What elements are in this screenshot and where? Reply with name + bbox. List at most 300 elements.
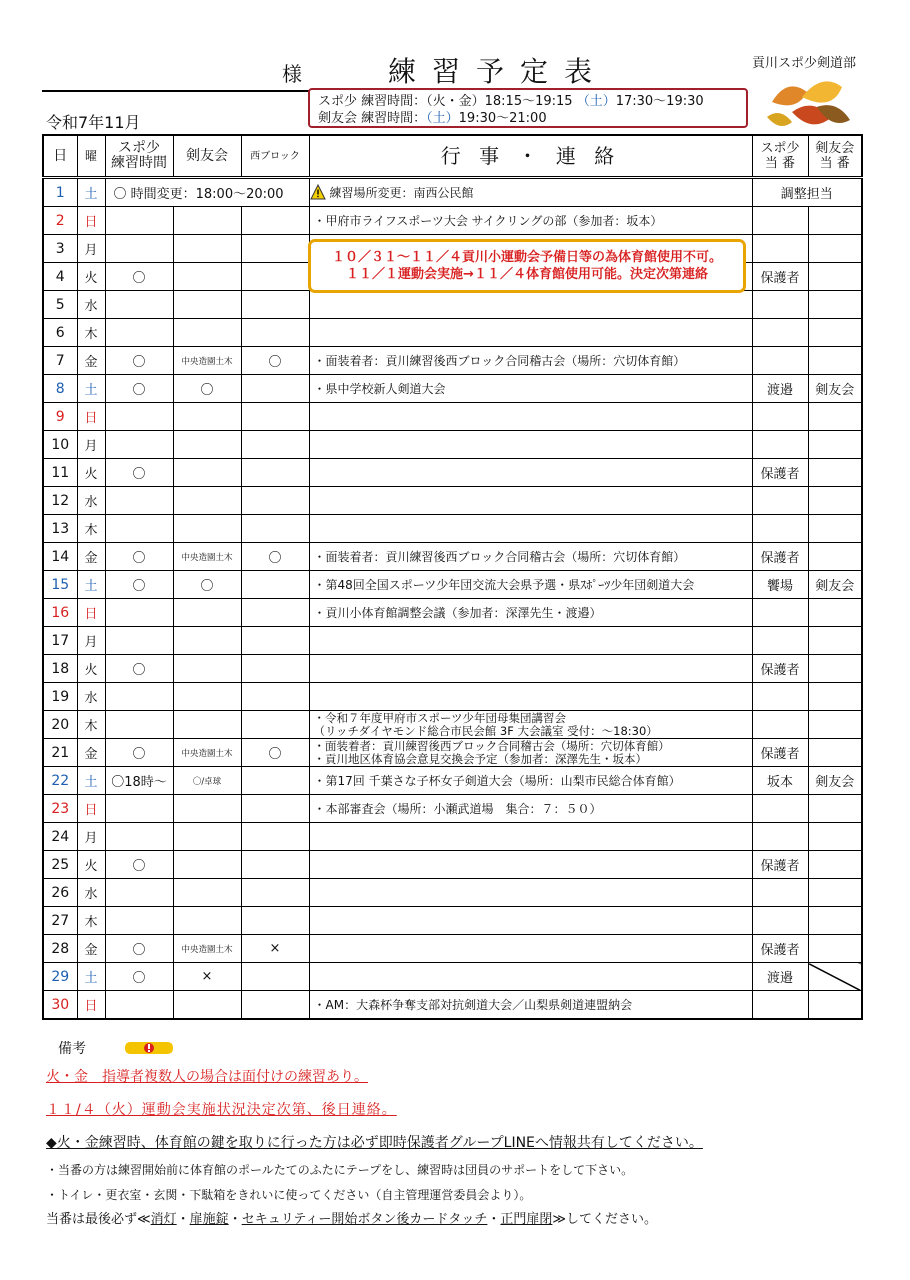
duty-kenyu bbox=[808, 431, 862, 459]
nishi-block bbox=[241, 711, 309, 739]
duty-kenyu bbox=[808, 487, 862, 515]
spo-practice bbox=[105, 319, 173, 347]
duty-kenyu bbox=[808, 795, 862, 823]
closing-security: セキュリティー開始ボタン後カードタッチ bbox=[241, 1212, 488, 1227]
day-number: 7 bbox=[43, 347, 77, 375]
kenyu-practice bbox=[173, 235, 241, 263]
spo-practice: 〇 bbox=[105, 655, 173, 683]
day-of-week: 月 bbox=[77, 823, 105, 851]
nishi-block bbox=[241, 627, 309, 655]
spo-practice bbox=[105, 487, 173, 515]
event-cell: ・県中学校新人剣道大会 bbox=[309, 375, 752, 403]
spo-practice bbox=[105, 823, 173, 851]
duty-kenyu bbox=[808, 711, 862, 739]
table-row bbox=[43, 291, 862, 319]
duty-kenyu: 剣友会 bbox=[808, 767, 862, 795]
note-mask-practice: 火・金 指導者複数人の場合は面付けの練習あり。 bbox=[46, 1069, 368, 1085]
notice-line1: １０／３１～１１／４貢川小運動会予備日等の為体育館使用不可。 bbox=[331, 250, 722, 265]
event-cell bbox=[309, 431, 752, 459]
day-of-week: 金 bbox=[77, 935, 105, 963]
col-duty-spo bbox=[752, 135, 808, 178]
duty-kenyu bbox=[808, 655, 862, 683]
day-of-week: 日 bbox=[77, 599, 105, 627]
duty-kenyu bbox=[808, 403, 862, 431]
closing-lock: 扉施錠 bbox=[189, 1212, 229, 1227]
day-of-week: 日 bbox=[77, 403, 105, 431]
note-closing bbox=[46, 1208, 657, 1227]
day-number: 8 bbox=[43, 375, 77, 403]
table-row bbox=[43, 963, 862, 991]
note-cleanliness: ・トイレ・更衣室・玄関・下駄箱をきれいに使ってください（自主管理運営委員会より）。 bbox=[46, 1188, 532, 1202]
kenyu-practice bbox=[173, 487, 241, 515]
nishi-block bbox=[241, 599, 309, 627]
kenyu-practice bbox=[173, 599, 241, 627]
day-number: 17 bbox=[43, 627, 77, 655]
hours-spo-text: スポ少 練習時間：（火・金）18:15～19:15 bbox=[318, 94, 577, 109]
duty-spo bbox=[752, 235, 808, 263]
duty-spo bbox=[752, 879, 808, 907]
duty-spo: 渡邉 bbox=[752, 375, 808, 403]
day-number: 15 bbox=[43, 571, 77, 599]
nishi-block bbox=[241, 571, 309, 599]
spo-practice: 〇 時間変更：18:00～20:00 bbox=[105, 178, 309, 207]
duty-kenyu bbox=[808, 319, 862, 347]
day-number: 3 bbox=[43, 235, 77, 263]
table-row bbox=[43, 543, 862, 571]
nishi-block bbox=[241, 263, 309, 291]
spo-practice bbox=[105, 991, 173, 1020]
table-row bbox=[43, 907, 862, 935]
duty-kenyu bbox=[808, 263, 862, 291]
closing-sep1: ・ bbox=[176, 1212, 190, 1227]
kenyu-practice bbox=[173, 711, 241, 739]
table-row bbox=[43, 683, 862, 711]
nishi-block bbox=[241, 823, 309, 851]
spo-practice bbox=[105, 795, 173, 823]
kenyu-practice bbox=[173, 795, 241, 823]
closing-end: ≫してください。 bbox=[552, 1212, 658, 1227]
duty-spo: 保護者 bbox=[752, 851, 808, 879]
nishi-block: 〇 bbox=[241, 739, 309, 767]
duty-spo: 保護者 bbox=[752, 543, 808, 571]
duty-spo bbox=[752, 795, 808, 823]
event-cell bbox=[309, 459, 752, 487]
nishi-block bbox=[241, 991, 309, 1020]
nishi-block bbox=[241, 683, 309, 711]
nishi-block bbox=[241, 963, 309, 991]
event-cell bbox=[309, 739, 752, 767]
day-of-week: 火 bbox=[77, 459, 105, 487]
autumn-leaves-icon bbox=[762, 72, 854, 134]
day-number: 21 bbox=[43, 739, 77, 767]
col-duty-ken-l1: 剣友会 bbox=[815, 141, 855, 156]
col-duty-ken-l2: 当 番 bbox=[819, 156, 850, 171]
table-row bbox=[43, 431, 862, 459]
nishi-block bbox=[241, 515, 309, 543]
duty-kenyu: 剣友会 bbox=[808, 375, 862, 403]
table-row bbox=[43, 178, 862, 207]
kenyu-practice: 中央造園土木 bbox=[173, 543, 241, 571]
event-cell: ・第48回全国スポーツ少年団交流大会県予選・県ｽﾎﾟｰﾂ少年団剣道大会 bbox=[309, 571, 752, 599]
duty-kenyu bbox=[808, 963, 862, 991]
duty-spo bbox=[752, 823, 808, 851]
col-spo-l1: スポ少 bbox=[118, 140, 160, 156]
kenyu-practice bbox=[173, 515, 241, 543]
col-duty-ken bbox=[808, 135, 862, 178]
spo-practice bbox=[105, 515, 173, 543]
duty-kenyu bbox=[808, 291, 862, 319]
duty-spo: 保護者 bbox=[752, 459, 808, 487]
day-of-week: 金 bbox=[77, 543, 105, 571]
duty-spo: 保護者 bbox=[752, 935, 808, 963]
event-cell bbox=[309, 627, 752, 655]
spo-practice: 〇18時～ bbox=[105, 767, 173, 795]
col-day: 日 bbox=[43, 135, 77, 178]
table-row bbox=[43, 851, 862, 879]
duty-spo bbox=[752, 291, 808, 319]
col-nishi: 西ブロック bbox=[241, 135, 309, 178]
day-number: 11 bbox=[43, 459, 77, 487]
day-number: 28 bbox=[43, 935, 77, 963]
day-of-week: 土 bbox=[77, 178, 105, 207]
nishi-block bbox=[241, 907, 309, 935]
table-row bbox=[43, 487, 862, 515]
spo-practice bbox=[105, 879, 173, 907]
event-cell bbox=[309, 319, 752, 347]
table-row bbox=[43, 935, 862, 963]
spo-practice: 〇 bbox=[105, 963, 173, 991]
kenyu-practice: 中央造園土木 bbox=[173, 347, 241, 375]
duty-spo: 坂本 bbox=[752, 767, 808, 795]
day-number: 6 bbox=[43, 319, 77, 347]
nishi-block bbox=[241, 487, 309, 515]
event-cell: 練習場所変更：南西公民館 bbox=[309, 178, 752, 207]
nishi-block: 〇 bbox=[241, 543, 309, 571]
duty-spo: 保護者 bbox=[752, 739, 808, 767]
duty-spo: 保護者 bbox=[752, 263, 808, 291]
day-of-week: 土 bbox=[77, 767, 105, 795]
spo-practice: 〇 bbox=[105, 543, 173, 571]
kenyu-practice bbox=[173, 851, 241, 879]
duty-spo: 饗場 bbox=[752, 571, 808, 599]
day-of-week: 火 bbox=[77, 655, 105, 683]
nishi-block bbox=[241, 319, 309, 347]
duty-spo bbox=[752, 403, 808, 431]
duty-kenyu bbox=[808, 515, 862, 543]
nishi-block: × bbox=[241, 935, 309, 963]
duty-kenyu bbox=[808, 935, 862, 963]
spo-practice bbox=[105, 207, 173, 235]
note-gym-key: ◆火・金練習時、体育館の鍵を取りに行った方は必ず即時保護者グループLINEへ情報共有してください。 bbox=[46, 1135, 703, 1151]
event-cell: ・貢川小体育館調整会議（参加者：深澤先生・渡邉） bbox=[309, 599, 752, 627]
day-of-week: 木 bbox=[77, 711, 105, 739]
table-row bbox=[43, 711, 862, 739]
duty-spo bbox=[752, 347, 808, 375]
day-number: 12 bbox=[43, 487, 77, 515]
event-cell: ・AM：大森杯争奪支部対抗剣道大会／山梨県剣道連盟納会 bbox=[309, 991, 752, 1020]
duty-spo bbox=[752, 319, 808, 347]
day-number: 10 bbox=[43, 431, 77, 459]
nishi-block bbox=[241, 375, 309, 403]
day-number: 27 bbox=[43, 907, 77, 935]
duty-kenyu bbox=[808, 459, 862, 487]
spo-practice bbox=[105, 235, 173, 263]
closing-a: 当番は最後必ず≪ bbox=[46, 1212, 151, 1227]
day-of-week: 土 bbox=[77, 571, 105, 599]
nishi-block bbox=[241, 655, 309, 683]
event-cell bbox=[309, 851, 752, 879]
table-row bbox=[43, 515, 862, 543]
hours-spo bbox=[318, 93, 746, 110]
spo-practice bbox=[105, 683, 173, 711]
spo-practice: 〇 bbox=[105, 347, 173, 375]
nishi-block: 〇 bbox=[241, 347, 309, 375]
table-row bbox=[43, 767, 862, 795]
duty-spo: 保護者 bbox=[752, 655, 808, 683]
nishi-block bbox=[241, 459, 309, 487]
event-cell: ・本部審査会（場所：小瀬武道場 集合：７：５０） bbox=[309, 795, 752, 823]
spo-practice bbox=[105, 403, 173, 431]
kenyu-practice: × bbox=[173, 963, 241, 991]
duty-kenyu bbox=[808, 599, 862, 627]
event-line2: （リッチダイヤモンド総合市民会館 3F 大会議室 受付：～18:30） bbox=[313, 723, 658, 738]
attention-badge-icon bbox=[124, 1040, 174, 1056]
event-cell bbox=[309, 487, 752, 515]
kenyu-practice bbox=[173, 823, 241, 851]
duty-spo bbox=[752, 599, 808, 627]
duty-kenyu bbox=[808, 207, 862, 235]
day-number: 30 bbox=[43, 991, 77, 1020]
event-cell: ・第17回 千葉さな子杯女子剣道大会（場所：山梨市民総合体育館） bbox=[309, 767, 752, 795]
kenyu-practice bbox=[173, 879, 241, 907]
col-dow: 曜 bbox=[77, 135, 105, 178]
kenyu-practice bbox=[173, 991, 241, 1020]
day-of-week: 木 bbox=[77, 515, 105, 543]
schedule-body bbox=[43, 178, 862, 1020]
day-number: 2 bbox=[43, 207, 77, 235]
note-sports-day: １１/４（火）運動会実施状況決定次第、後日連絡。 bbox=[46, 1102, 397, 1118]
kenyu-practice bbox=[173, 319, 241, 347]
day-of-week: 金 bbox=[77, 347, 105, 375]
spo-practice bbox=[105, 711, 173, 739]
day-number: 4 bbox=[43, 263, 77, 291]
nishi-block bbox=[241, 879, 309, 907]
day-of-week: 日 bbox=[77, 795, 105, 823]
duty-kenyu bbox=[808, 627, 862, 655]
closing-sep2: ・ bbox=[228, 1212, 242, 1227]
day-number: 14 bbox=[43, 543, 77, 571]
day-number: 13 bbox=[43, 515, 77, 543]
duty-kenyu bbox=[808, 907, 862, 935]
club-name: 貢川スポ少剣道部 bbox=[752, 56, 857, 71]
kenyu-practice: 〇/卓球 bbox=[173, 767, 241, 795]
col-spo bbox=[105, 135, 173, 178]
day-of-week: 月 bbox=[77, 627, 105, 655]
page-title: 練習予定表 bbox=[388, 55, 609, 88]
duty-kenyu bbox=[808, 823, 862, 851]
day-of-week: 水 bbox=[77, 683, 105, 711]
nishi-block bbox=[241, 235, 309, 263]
table-row bbox=[43, 627, 862, 655]
remarks-label: 備考 bbox=[58, 1041, 86, 1057]
closing-lights: 消灯 bbox=[150, 1212, 177, 1227]
event-cell bbox=[309, 403, 752, 431]
kenyu-practice bbox=[173, 403, 241, 431]
duty-spo bbox=[752, 487, 808, 515]
day-of-week: 水 bbox=[77, 879, 105, 907]
day-number: 18 bbox=[43, 655, 77, 683]
kenyu-practice bbox=[173, 459, 241, 487]
spo-practice bbox=[105, 599, 173, 627]
day-of-week: 月 bbox=[77, 431, 105, 459]
table-row bbox=[43, 795, 862, 823]
nishi-block bbox=[241, 291, 309, 319]
day-of-week: 木 bbox=[77, 907, 105, 935]
closing-gate: 正門扉閉 bbox=[500, 1212, 553, 1227]
duty-kenyu bbox=[808, 543, 862, 571]
col-events: 行 事 ・ 連 絡 bbox=[309, 135, 752, 178]
table-row bbox=[43, 823, 862, 851]
table-row bbox=[43, 347, 862, 375]
day-number: 19 bbox=[43, 683, 77, 711]
event-cell bbox=[309, 935, 752, 963]
table-row bbox=[43, 739, 862, 767]
event-cell: ・面装着者：貢川練習後西ブロック合同稽古会（場所：穴切体育館） bbox=[309, 543, 752, 571]
day-of-week: 水 bbox=[77, 487, 105, 515]
duty-spo: 調整担当 bbox=[752, 178, 862, 207]
closing-sep3: ・ bbox=[487, 1212, 501, 1227]
notice-line2: １１／１運動会実施→１１／４体育館使用可能。決定次第連絡 bbox=[346, 267, 708, 282]
spo-practice bbox=[105, 291, 173, 319]
hours-spo-sat-time: 17:30～19:30 bbox=[615, 94, 704, 109]
name-underline bbox=[42, 90, 310, 92]
month-label: 令和7年11月 bbox=[46, 113, 141, 132]
kenyu-practice bbox=[173, 655, 241, 683]
kenyu-practice bbox=[173, 291, 241, 319]
duty-kenyu bbox=[808, 235, 862, 263]
event-cell bbox=[309, 907, 752, 935]
event-cell: ・甲府市ライフスポーツ大会 サイクリングの部（参加者：坂本） bbox=[309, 207, 752, 235]
table-row bbox=[43, 319, 862, 347]
day-number: 20 bbox=[43, 711, 77, 739]
table-row bbox=[43, 879, 862, 907]
duty-kenyu bbox=[808, 879, 862, 907]
table-header bbox=[43, 135, 862, 178]
day-number: 1 bbox=[43, 178, 77, 207]
kenyu-practice bbox=[173, 627, 241, 655]
warning-icon bbox=[310, 184, 326, 200]
nishi-block bbox=[241, 431, 309, 459]
duty-spo: 渡邉 bbox=[752, 963, 808, 991]
day-number: 23 bbox=[43, 795, 77, 823]
day-number: 5 bbox=[43, 291, 77, 319]
day-number: 26 bbox=[43, 879, 77, 907]
event-line1: ・面装着者：貢川練習後西ブロック合同稽古会（場所：穴切体育館） bbox=[313, 738, 670, 753]
col-duty-spo-l1: スポ少 bbox=[760, 141, 800, 156]
recipient-suffix: 様 bbox=[282, 62, 302, 86]
event-cell: ・面装着者：貢川練習後西ブロック合同稽古会（場所：穴切体育館） bbox=[309, 347, 752, 375]
kenyu-practice bbox=[173, 683, 241, 711]
kenyu-practice: 〇 bbox=[173, 571, 241, 599]
day-of-week: 土 bbox=[77, 963, 105, 991]
duty-spo bbox=[752, 907, 808, 935]
event-cell bbox=[309, 963, 752, 991]
duty-spo bbox=[752, 711, 808, 739]
spo-practice bbox=[105, 907, 173, 935]
kenyu-practice: 中央造園土木 bbox=[173, 739, 241, 767]
spo-practice: 〇 bbox=[105, 851, 173, 879]
hours-kenyu bbox=[318, 110, 746, 127]
kenyu-practice bbox=[173, 207, 241, 235]
practice-hours-box bbox=[308, 88, 748, 128]
table-row bbox=[43, 403, 862, 431]
duty-spo bbox=[752, 991, 808, 1020]
nishi-block bbox=[241, 767, 309, 795]
nishi-block bbox=[241, 403, 309, 431]
event-line2: ・貢川地区体育協会意見交換会予定（参加者：深澤先生・坂本） bbox=[313, 751, 647, 766]
day-of-week: 月 bbox=[77, 235, 105, 263]
spo-practice bbox=[105, 431, 173, 459]
day-number: 9 bbox=[43, 403, 77, 431]
day-number: 24 bbox=[43, 823, 77, 851]
col-kenyu: 剣友会 bbox=[173, 135, 241, 178]
col-spo-l2: 練習時間 bbox=[111, 155, 167, 171]
duty-spo bbox=[752, 207, 808, 235]
hours-kenyu-text: 剣友会 練習時間： bbox=[318, 111, 427, 126]
spo-practice: 〇 bbox=[105, 375, 173, 403]
kenyu-practice: 〇 bbox=[173, 375, 241, 403]
note-duty-support: ・当番の方は練習開始前に体育館のポールたてのふたにテープをし、練習時は団員のサポートをして下さい。 bbox=[46, 1163, 634, 1177]
table-row bbox=[43, 571, 862, 599]
table-row bbox=[43, 459, 862, 487]
spo-practice: 〇 bbox=[105, 739, 173, 767]
duty-spo bbox=[752, 683, 808, 711]
event-cell bbox=[309, 291, 752, 319]
gym-notice-box bbox=[308, 239, 746, 293]
day-of-week: 金 bbox=[77, 739, 105, 767]
hours-kenyu-sat: （土） bbox=[426, 111, 459, 126]
nishi-block bbox=[241, 851, 309, 879]
day-of-week: 水 bbox=[77, 291, 105, 319]
kenyu-practice bbox=[173, 907, 241, 935]
event-cell bbox=[309, 655, 752, 683]
spo-practice: 〇 bbox=[105, 935, 173, 963]
day-number: 25 bbox=[43, 851, 77, 879]
hours-spo-sat: （土） bbox=[576, 94, 616, 109]
spo-practice bbox=[105, 627, 173, 655]
duty-spo bbox=[752, 431, 808, 459]
spo-practice: 〇 bbox=[105, 571, 173, 599]
nishi-block bbox=[241, 795, 309, 823]
spo-practice: 〇 bbox=[105, 263, 173, 291]
duty-kenyu: 剣友会 bbox=[808, 571, 862, 599]
day-number: 22 bbox=[43, 767, 77, 795]
kenyu-practice bbox=[173, 431, 241, 459]
duty-kenyu bbox=[808, 739, 862, 767]
kenyu-practice bbox=[173, 263, 241, 291]
event-cell bbox=[309, 823, 752, 851]
event-cell bbox=[309, 515, 752, 543]
day-number: 29 bbox=[43, 963, 77, 991]
event-cell bbox=[309, 879, 752, 907]
event-line1: ・令和７年度甲府市スポーツ少年団母集団講習会 bbox=[313, 710, 567, 725]
day-of-week: 日 bbox=[77, 207, 105, 235]
table-row bbox=[43, 375, 862, 403]
duty-kenyu bbox=[808, 347, 862, 375]
duty-spo bbox=[752, 627, 808, 655]
kenyu-practice: 中央造園土木 bbox=[173, 935, 241, 963]
table-row bbox=[43, 599, 862, 627]
